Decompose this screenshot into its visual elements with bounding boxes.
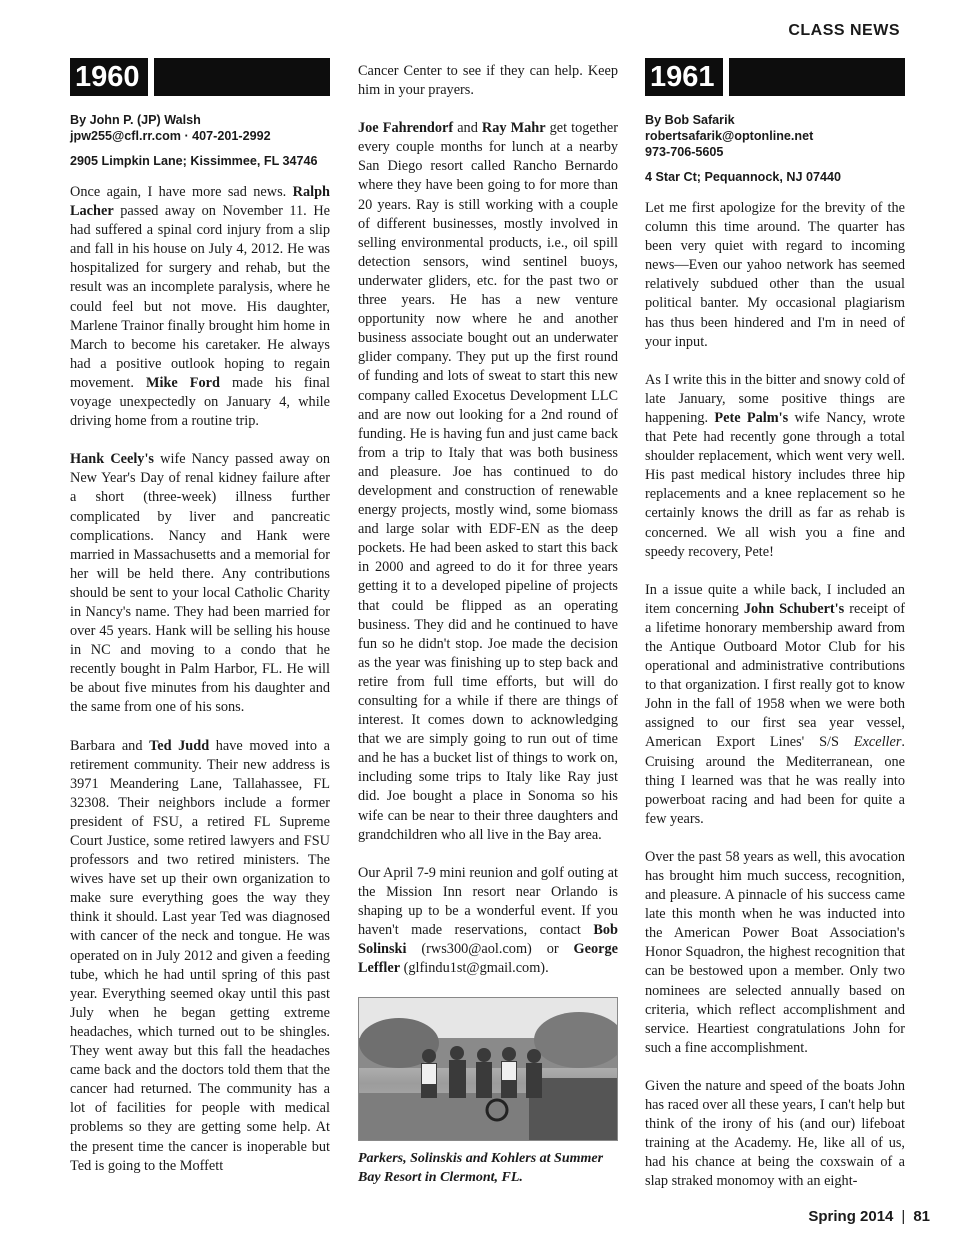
photo-caption: Parkers, Solinskis and Kohlers at Summer Bay Resort in Clermont, FL.	[358, 1151, 604, 1186]
address-line: 2905 Limpkin Lane; Kissimmee, FL 34746	[70, 154, 318, 168]
paragraph: Our April 7-9 mini reunion and golf outing at the Mission Inn resort near Orlando is shaping up to be a wonderful event. If you haven't made reservations, contact Bob Solinski (rws300@aol.com) or George Leffler (glfindu1st@gmail.com).	[358, 864, 618, 977]
author-line: By John P. (JP) Walsh	[70, 113, 201, 127]
page-number: 81	[913, 1208, 930, 1225]
continued-column	[358, 62, 618, 1187]
correspondent-info	[645, 112, 905, 185]
page-footer	[808, 1208, 930, 1225]
article-body	[70, 183, 330, 1176]
year-banner	[70, 58, 330, 96]
phone-line: 973-706-5605	[645, 145, 724, 159]
issue-label: Spring 2014	[808, 1208, 894, 1225]
paragraph: Barbara and Ted Judd have moved into a retirement community. Their new address is 3971 Meandering Lane, Tallahassee, FL 32308. Their neighbors include a former president of FSU, a retired FL Supreme Court Justice, some retired lawyers and FSU professors and two retired ministers. The wives have set up their own organization to make sure everything goes the way they think it should. Last year Ted was diagnosed with cancer of the neck and tongue. He was operated on in July 2012 and given a feeding tube, which he had until spring of this past year. Everything seemed okay until this past July when he began getting extreme headaches, which turned out to be shingles. They went away but this fall the headaches came back and the doctors told them that the cancer had returned. The community has a lot of facilities for people with medical problems so they are getting some help. At the present time the cancer is inoperable but Ted is going to the Moffett	[70, 737, 330, 1174]
article-body	[358, 62, 618, 978]
class-1961-column	[645, 58, 905, 1211]
year-label: 1960	[70, 58, 148, 96]
group-photo	[358, 997, 618, 1141]
paragraph: Once again, I have more sad news. Ralph Lacher passed away on November 11. He had suffered a spinal cord injury from a slip and fall in his house on July 4, 2012. He was hospitalized for surgery and rehab, but the result was an incomplete paralysis, where he could feel but not move. His daughter, Marlene Trainor finally brought him home in March to become his caretaker. He always had a positive outlook hoping to regain movement. Mike Ford made his final voyage unexpectedly on January 4, while driving home from a routine trip.	[70, 184, 330, 430]
year-banner	[645, 58, 905, 96]
contact-line: jpw255@cfl.rr.com · 407-201-2992	[70, 129, 271, 143]
footer-separator: |	[901, 1208, 906, 1225]
author-line: By Bob Safarik	[645, 113, 735, 127]
paragraph: In a issue quite a while back, I included an item concerning John Schubert's receipt of a lifetime honorary membership award from the Antique Outboard Motor Club for his operational and administrative contributions to that organization. I first really got to know John in the fall of 1958 when we were both assigned to our first sea year vessel, American Export Lines' S/S Exceller. Cruising around the Mediterranean, one thing I learned was that he was really into powerboat racing and had been for quite a few years.	[645, 581, 905, 827]
paragraph: Hank Ceely's wife Nancy passed away on New Year's Day of renal kidney failure after a short (three-week) illness further complicated by liver and pancreatic complications. Nancy and Hank were married in Massachusetts and a memorial for her will be held there. Any contributions should be sent to your local Catholic Charity in Nancy's name. They had been married for over 45 years. Hank will be selling his house in NC and moving to a condo that he recently bought in Palm Harbor, FL. He will be about five minutes from his daughter and the same from one of his sons.	[70, 451, 331, 716]
paragraph: Let me first apologize for the brevity of the column this time around. The quarter has been very quiet with regard to incoming news—Even our yahoo network has seemed relatively subdued other than the usual political banter. My occasional plagiarism has thus been hindered and I'm in need of your input.	[645, 200, 905, 350]
address-line: 4 Star Ct; Pequannock, NJ 07440	[645, 170, 841, 184]
class-1960-column	[70, 58, 330, 1195]
year-label: 1961	[645, 58, 723, 96]
paragraph: As I write this in the bitter and snowy cold of late January, some positive things are happening. Pete Palm's wife Nancy, wrote that Pete had recently gone through a total shoulder replacement, which went very well. His past medical history includes three hip replacements and a knee replacement so he certainly knows the drill as far as rehab is concerned. We all wish you a fine and speedy recovery, Pete!	[645, 371, 905, 560]
section-title: CLASS NEWS	[788, 22, 900, 39]
paragraph: Joe Fahrendorf and Ray Mahr get together every couple months for lunch at a nearby San Diego resort called Rancho Bernardo where they have been going to for more than 20 years. Ray is still working with a couple of different businesses, mostly involved in selling environmental products, i.e., oil spill detection sensors, wind sentinel buoys, underwater gliders, etc. for the past two or three years. He has a new venture opportunity now where he and another business associate bought out an underwater glider company. They put up the first round of funding and lots of sweat to start this new company called Exocetus Development LLC and are now out looking for a 2nd round of funding. He is having fun and just came back from a trip to Italy that was both business and pleasure. Joe has continued to do development and construction of renewable energy projects, mostly wind, some biomass and large solar with EDF-EN as the deep pockets. He had been asked to start this back in 2000 and agreed to do it for three years getting it to a developed pipeline of projects that could be flipped as an operating business. They did and he continued to have fun so he didn't stop. Joe made the decision as the year was finishing up to step back and retire from full time efforts, but will do consulting for a while if there are things of interest. It comes down to acknowledging that we are simply going to run out of time and he has a bucket list of things to work on, including some trips to Italy like Ray just did. Joe bought a place in Sonoma so his wife can be near to their three daughters and grandchildren who all live in the Bay area.	[358, 120, 619, 843]
paragraph: Cancer Center to see if they can help. Keep him in your prayers.	[358, 63, 618, 99]
paragraph: Given the nature and speed of the boats John has raced over all these years, I can't help but think of the irony of his (and our) lifeboat training at the Academy. He, like all of us, had his chance at being the coxswain of a slap straked monomoy with an eight-	[645, 1077, 905, 1190]
article-body	[645, 199, 905, 1192]
paragraph: Over the past 58 years as well, this avocation has brought him much success, recognition, and pleasure. A pinnacle of his success came late this month when he was inducted into the American Power Boat Association's Honor Squadron, the highest recognition that can be bestowed upon a member. Only two nominees are selected annually based on criteria, which reflect accomplishment and service. Heartiest congratulations John for such a fine accomplishment.	[645, 848, 905, 1056]
correspondent-info	[70, 112, 330, 169]
email-line: robertsafarik@optonline.net	[645, 129, 814, 143]
